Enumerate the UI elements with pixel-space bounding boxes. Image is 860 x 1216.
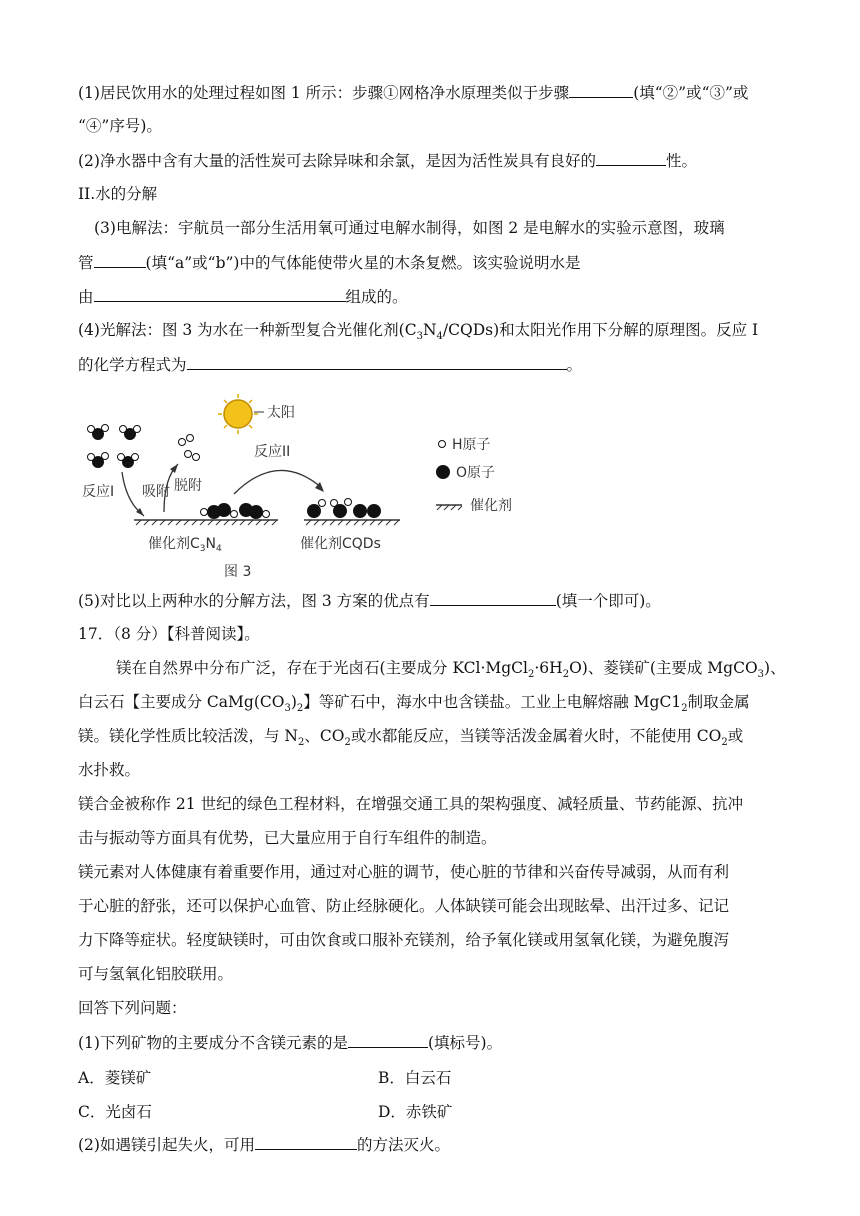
sub-question-1: (1)下列矿物的主要成分不含镁元素的是 (填标号)。 xyxy=(78,1034,503,1052)
reaction-2-label: 反应II xyxy=(254,444,291,460)
para3-line-3: 力下降等症状。轻度缺镁时，可由饮食或口服补充镁剂，给予氧化镁或用氢氧化镁，为避免腹泻 xyxy=(78,931,730,949)
sub-question-1-blank[interactable] xyxy=(348,1032,428,1048)
water-molecule xyxy=(88,453,109,469)
legend-o-label: O原子 xyxy=(456,465,496,481)
para2-line-2: 击与振动等方面具有优势，已大量应用于自行车组件的制造。 xyxy=(78,829,497,847)
answer-intro: 回答下列问题： xyxy=(78,999,187,1017)
catalyst-right-label: 催化剂CQDs xyxy=(300,536,381,552)
q1-answer-blank[interactable] xyxy=(569,82,633,98)
reaction-2-arrow xyxy=(234,470,322,494)
q4-line-1: (4)光解法：图 3 为水在一种新型复合光催化剂$(C_3N_4/CQDs)$和太阳光作用下分解的原理图。反应 I xyxy=(78,321,759,343)
legend-o-atom-icon xyxy=(436,465,450,479)
para3-line-4: 可与氢氧化铝胶联用。 xyxy=(78,965,234,983)
option-d[interactable]: D．赤铁矿 xyxy=(378,1103,453,1121)
para3-line-1: 镁元素对人体健康有着重要作用，通过对心脏的调节，使心脏的节律和兴奋传导减弱，从而有利 xyxy=(78,863,730,881)
adsorb-label: 吸附 xyxy=(142,484,170,500)
figure-3-photocatalysis-diagram xyxy=(78,392,548,582)
q3-composition-blank[interactable] xyxy=(94,286,346,302)
q3-line-3: 由 组成的。 xyxy=(78,288,408,306)
section-heading-water-decomposition: II.水的分解 xyxy=(78,185,158,203)
catalyst-c3n4-surface xyxy=(134,503,278,525)
para2-line-1: 镁合金被称作 21 世纪的绿色工程材料，在增强交通工具的架构强度、减轻质量、节药能源、抗冲 xyxy=(78,795,744,813)
q4-line-2: 的化学方程式为 。 xyxy=(78,356,583,374)
catalyst-cqds-surface xyxy=(304,499,400,526)
desorb-label: 脱附 xyxy=(174,478,202,494)
option-b[interactable]: B．白云石 xyxy=(378,1069,452,1087)
option-a[interactable]: A．菱镁矿 xyxy=(78,1069,152,1087)
legend-h-atom-icon xyxy=(439,441,446,448)
para1-line-2: 白云石【主要成分 $CaMg(CO_3)_2$】等矿石中，海水中也含镁盐。工业上电解熔融 $MgC1_2$制取金属 xyxy=(78,693,750,715)
reaction-1-label: 反应I xyxy=(82,484,115,500)
water-molecule xyxy=(118,454,139,469)
sun-label: 太阳 xyxy=(267,405,295,421)
legend-h-label: H原子 xyxy=(452,437,491,453)
para1-line-4: 水扑救。 xyxy=(78,761,141,779)
legend-catalyst-icon xyxy=(436,505,462,510)
q3-line-2: 管 (填“a”或“b”)中的气体能使带火星的木条复燃。该实验说明水是 xyxy=(78,254,581,272)
option-c[interactable]: C．光卤石 xyxy=(78,1103,152,1121)
figure-3-caption: 图 3 xyxy=(224,564,252,580)
legend xyxy=(436,437,512,514)
q1-line-1: (1)居民饮用水的处理过程如图 1 所示：步骤①网格净水原理类似于步骤 (填“②”或“③”或 xyxy=(78,84,749,102)
q5-answer-blank[interactable] xyxy=(430,590,556,606)
para1-line-1: 镁在自然界中分布广泛，存在于光卤石(主要成分 $KCl\cdot MgCl_2\cdot 6H_2O$)、菱镁矿(主要成 MgCO$_3$)、 xyxy=(116,659,786,681)
water-molecule xyxy=(88,425,109,441)
q3-line-1: (3)电解法：宇航员一部分生活用氧可通过电解水制得，如图 2 是电解水的实验示意图，玻璃 xyxy=(94,219,725,237)
catalyst-left-label: 催化剂$C_3N_4$ xyxy=(148,536,222,554)
desorbed-hydrogen xyxy=(179,435,200,461)
question-17-title: 17．（8 分）【科普阅读】。 xyxy=(78,625,260,643)
q4-equation-blank[interactable] xyxy=(187,354,567,370)
sub-question-2-blank[interactable] xyxy=(255,1134,357,1150)
q2-line: (2)净水器中含有大量的活性炭可去除异味和余氯，是因为活性炭具有良好的 性。 xyxy=(78,152,697,170)
para1-line-3: 镁。镁化学性质比较活泼，与 $N_2$、$CO_2$或水都能反应，当镁等活泼金属着火时，不能使用 $CO_2$或 xyxy=(78,727,744,749)
q2-answer-blank[interactable] xyxy=(596,150,666,166)
para3-line-2: 于心脏的舒张，还可以保护心血管、防止经脉硬化。人体缺镁可能会出现眩晕、出汗过多、记记 xyxy=(78,897,730,915)
q1-line-2: “④”序号)。 xyxy=(78,117,162,135)
q3-tube-blank[interactable] xyxy=(94,252,146,268)
sun-icon xyxy=(218,394,258,434)
water-molecule xyxy=(120,426,141,441)
sub-question-2: (2)如遇镁引起失火，可用 的方法灭火。 xyxy=(78,1136,450,1154)
q5-line: (5)对比以上两种水的分解方法，图 3 方案的优点有 (填一个即可)。 xyxy=(78,592,661,610)
legend-catalyst-label: 催化剂 xyxy=(470,498,512,514)
